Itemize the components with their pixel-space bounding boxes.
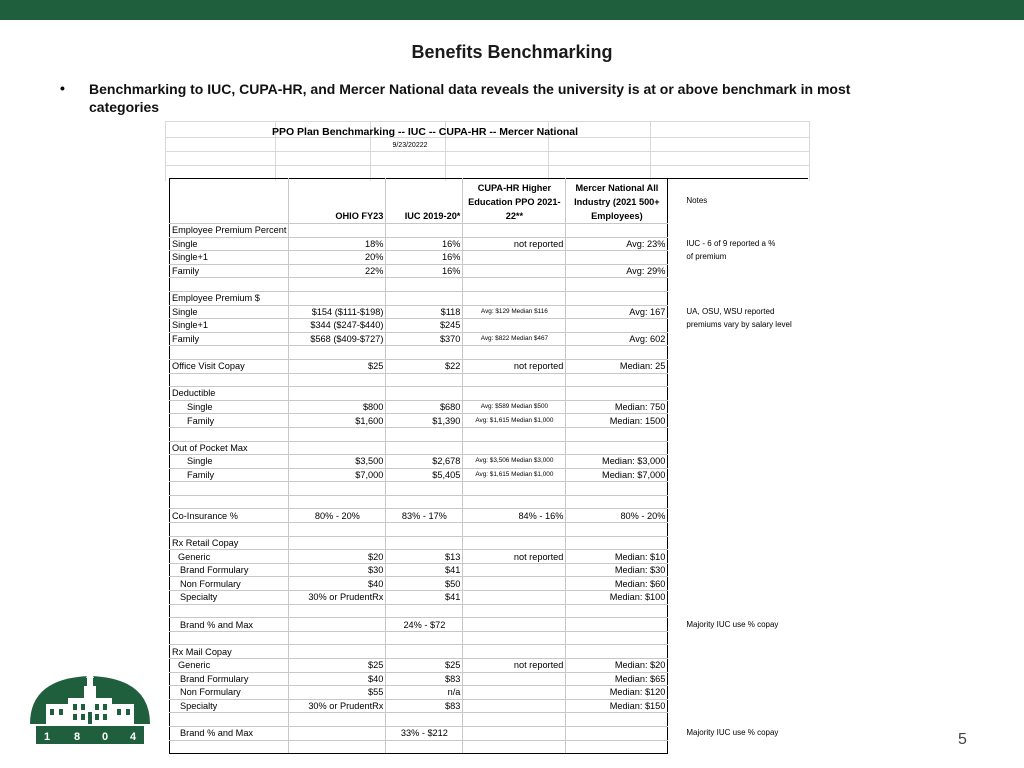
cell-iuc [386, 523, 463, 537]
cell-mercer: Median: $20 [566, 659, 668, 673]
bullet-symbol: • [60, 80, 65, 96]
cell-notes [668, 563, 808, 577]
cell-cupa [463, 373, 566, 387]
slide-title: Benefits Benchmarking [411, 42, 613, 62]
table-row [170, 523, 808, 537]
cell-category: Single+1 [170, 251, 289, 265]
cell-ohio [289, 618, 386, 632]
cell-category [170, 604, 289, 618]
table-row [170, 740, 808, 754]
cell-category: Single [170, 400, 289, 414]
cell-cupa [463, 536, 566, 550]
cell-category: Rx Mail Copay [170, 645, 289, 659]
cell-notes [668, 455, 808, 469]
cell-ohio: $20 [289, 550, 386, 564]
cell-category: Specialty [170, 699, 289, 713]
cell-category: Single [170, 237, 289, 251]
header-mercer: Mercer National All Industry (2021 500+ Employees) [566, 179, 668, 224]
cell-cupa [463, 319, 566, 333]
cell-notes [668, 291, 808, 305]
cell-category: Generic [170, 550, 289, 564]
cell-cupa [463, 686, 566, 700]
cell-mercer [566, 319, 668, 333]
table-row [170, 346, 808, 360]
cell-mercer: 80% - 20% [566, 509, 668, 523]
cell-mercer [566, 604, 668, 618]
cell-notes [668, 509, 808, 523]
cell-cupa [463, 441, 566, 455]
table-row [170, 264, 808, 278]
cell-mercer [566, 427, 668, 441]
cell-ohio: $25 [289, 659, 386, 673]
cell-cupa: 84% - 16% [463, 509, 566, 523]
cell-notes [668, 346, 808, 360]
cell-ohio: $40 [289, 577, 386, 591]
cell-iuc [386, 645, 463, 659]
cell-cupa [463, 699, 566, 713]
table-row [170, 359, 808, 373]
cell-category: Out of Pocket Max [170, 441, 289, 455]
cell-ohio [289, 523, 386, 537]
cell-mercer [566, 523, 668, 537]
cell-cupa [463, 631, 566, 645]
cell-notes [668, 224, 808, 238]
table-row [170, 509, 808, 523]
cell-category: Employee Premium Percent [170, 224, 289, 238]
bullet-text: Benchmarking to IUC, CUPA-HR, and Mercer National data reveals the university is at or above benchmark in most categories [89, 81, 851, 115]
cell-mercer: Avg: 23% [566, 237, 668, 251]
cell-ohio [289, 645, 386, 659]
top-accent-bar [0, 0, 1024, 20]
cell-mercer [566, 346, 668, 360]
cell-cupa [463, 387, 566, 401]
cell-category: Brand Formulary [170, 563, 289, 577]
cell-ohio: 18% [289, 237, 386, 251]
cell-ohio: $568 ($409-$727) [289, 332, 386, 346]
cell-ohio: $1,600 [289, 414, 386, 428]
table-row [170, 536, 808, 550]
table-row [170, 319, 808, 333]
cell-mercer: Median: $30 [566, 563, 668, 577]
table-row [170, 550, 808, 564]
cell-notes [668, 536, 808, 550]
cell-ohio: $154 ($111-$198) [289, 305, 386, 319]
cell-category [170, 713, 289, 727]
cell-ohio [289, 224, 386, 238]
cell-category: Family [170, 264, 289, 278]
cell-cupa: Avg: $129 Median $116 [463, 305, 566, 319]
cell-mercer [566, 482, 668, 496]
cell-iuc: $41 [386, 591, 463, 605]
cell-notes [668, 373, 808, 387]
cell-iuc [386, 713, 463, 727]
cell-category: Family [170, 468, 289, 482]
spreadsheet-image [165, 121, 810, 768]
cell-mercer [566, 495, 668, 509]
cell-notes [668, 482, 808, 496]
cell-category [170, 495, 289, 509]
logo-year-digit-1: 1 [44, 731, 51, 743]
cell-iuc: $83 [386, 699, 463, 713]
cell-ohio [289, 373, 386, 387]
university-logo [28, 668, 152, 746]
cell-notes [668, 591, 808, 605]
cell-mercer [566, 373, 668, 387]
cell-cupa [463, 563, 566, 577]
cell-iuc: 24% - $72 [386, 618, 463, 632]
cell-category [170, 373, 289, 387]
cell-iuc: $1,390 [386, 414, 463, 428]
table-row [170, 495, 808, 509]
header-cupa: CUPA-HR Higher Education PPO 2021-22** [463, 179, 566, 224]
table-row [170, 726, 808, 740]
cell-mercer [566, 224, 668, 238]
cell-ohio: $25 [289, 359, 386, 373]
cell-cupa: not reported [463, 659, 566, 673]
table-row [170, 631, 808, 645]
cell-cupa [463, 495, 566, 509]
cell-notes: premiums vary by salary level [668, 319, 808, 333]
cell-cupa [463, 618, 566, 632]
cell-ohio: $7,000 [289, 468, 386, 482]
cell-notes: Majority IUC use % copay [668, 726, 808, 740]
header-ohio: OHIO FY23 [289, 179, 386, 224]
logo-year-digit-2: 8 [74, 731, 81, 743]
cell-category [170, 482, 289, 496]
cell-iuc [386, 291, 463, 305]
cell-mercer: Avg: 167 [566, 305, 668, 319]
cell-iuc: $25 [386, 659, 463, 673]
table-row [170, 291, 808, 305]
cell-ohio [289, 536, 386, 550]
table-row [170, 400, 808, 414]
cell-ohio [289, 346, 386, 360]
cell-ohio [289, 713, 386, 727]
table-row [170, 373, 808, 387]
cell-notes [668, 672, 808, 686]
cell-iuc [386, 278, 463, 292]
cell-category: Family [170, 414, 289, 428]
cell-cupa: Avg: $3,506 Median $3,000 [463, 455, 566, 469]
cell-category [170, 278, 289, 292]
cell-ohio [289, 726, 386, 740]
cell-ohio [289, 278, 386, 292]
cell-mercer: Median: $3,000 [566, 455, 668, 469]
cell-iuc: 33% - $212 [386, 726, 463, 740]
table-row [170, 577, 808, 591]
table-row [170, 699, 808, 713]
cell-notes [668, 427, 808, 441]
cell-category [170, 427, 289, 441]
cell-mercer [566, 740, 668, 754]
cell-category: Brand % and Max [170, 726, 289, 740]
cell-cupa [463, 591, 566, 605]
cell-category: Office Visit Copay [170, 359, 289, 373]
cell-cupa [463, 291, 566, 305]
cell-category: Generic [170, 659, 289, 673]
cell-mercer: Avg: 602 [566, 332, 668, 346]
cell-iuc [386, 482, 463, 496]
cell-category: Family [170, 332, 289, 346]
cell-category: Employee Premium $ [170, 291, 289, 305]
cell-cupa [463, 672, 566, 686]
page-number: 5 [958, 731, 967, 748]
cell-ohio [289, 291, 386, 305]
cell-notes [668, 495, 808, 509]
cell-notes [668, 468, 808, 482]
cell-notes [668, 645, 808, 659]
cell-mercer [566, 618, 668, 632]
cell-iuc: n/a [386, 686, 463, 700]
cell-mercer: Median: $150 [566, 699, 668, 713]
cell-cupa: not reported [463, 359, 566, 373]
table-row [170, 455, 808, 469]
table-row [170, 563, 808, 577]
cell-iuc [386, 604, 463, 618]
cell-mercer: Median: $65 [566, 672, 668, 686]
cell-mercer: Avg: 29% [566, 264, 668, 278]
cell-mercer: Median: 25 [566, 359, 668, 373]
cell-cupa [463, 726, 566, 740]
cell-ohio: 22% [289, 264, 386, 278]
cell-iuc: $5,405 [386, 468, 463, 482]
cell-ohio [289, 441, 386, 455]
cell-category [170, 523, 289, 537]
cell-iuc [386, 427, 463, 441]
cell-cupa: Avg: $822 Median $467 [463, 332, 566, 346]
cell-mercer: Median: $7,000 [566, 468, 668, 482]
cell-iuc: 16% [386, 251, 463, 265]
cell-ohio: $3,500 [289, 455, 386, 469]
table-row [170, 251, 808, 265]
cell-mercer [566, 536, 668, 550]
cell-mercer: Median: $100 [566, 591, 668, 605]
header-notes: Notes [668, 179, 808, 224]
cell-notes [668, 332, 808, 346]
table-row [170, 713, 808, 727]
header-iuc: IUC 2019-20* [386, 179, 463, 224]
cell-iuc: $370 [386, 332, 463, 346]
cell-mercer: Median: 750 [566, 400, 668, 414]
cell-category [170, 631, 289, 645]
cell-notes [668, 604, 808, 618]
cell-ohio [289, 387, 386, 401]
table-row [170, 591, 808, 605]
table-header-row [170, 179, 808, 224]
cell-iuc [386, 346, 463, 360]
cell-cupa [463, 427, 566, 441]
cell-cupa [463, 740, 566, 754]
cell-mercer: Median: $120 [566, 686, 668, 700]
table-row [170, 645, 808, 659]
cell-cupa [463, 346, 566, 360]
sheet-date: 9/23/20222 [392, 142, 428, 149]
cell-cupa [463, 224, 566, 238]
logo-year-digit-3: 0 [102, 731, 109, 743]
cell-notes [668, 740, 808, 754]
sheet-title: PPO Plan Benchmarking -- IUC -- CUPA-HR -- Mercer National [271, 126, 579, 138]
table-row [170, 305, 808, 319]
cell-notes [668, 359, 808, 373]
cell-category [170, 346, 289, 360]
cell-category: Single [170, 305, 289, 319]
table-row [170, 604, 808, 618]
cell-cupa [463, 604, 566, 618]
table-row [170, 441, 808, 455]
cell-notes [668, 550, 808, 564]
cell-mercer [566, 441, 668, 455]
cell-ohio: $344 ($247-$440) [289, 319, 386, 333]
table-row [170, 414, 808, 428]
cell-mercer [566, 278, 668, 292]
cell-iuc [386, 441, 463, 455]
cell-iuc: $13 [386, 550, 463, 564]
cell-notes [668, 278, 808, 292]
cell-iuc [386, 495, 463, 509]
cell-cupa [463, 278, 566, 292]
cell-category: Single [170, 455, 289, 469]
table-row [170, 618, 808, 632]
table-row [170, 237, 808, 251]
cell-iuc: 83% - 17% [386, 509, 463, 523]
cell-mercer: Median: 1500 [566, 414, 668, 428]
cell-category: Single+1 [170, 319, 289, 333]
cell-notes [668, 577, 808, 591]
cell-ohio [289, 482, 386, 496]
table-row [170, 672, 808, 686]
cell-cupa [463, 482, 566, 496]
cell-notes [668, 523, 808, 537]
cell-mercer [566, 631, 668, 645]
table-row [170, 387, 808, 401]
cell-iuc [386, 536, 463, 550]
cell-cupa [463, 713, 566, 727]
cell-mercer [566, 291, 668, 305]
cell-notes: of premium [668, 251, 808, 265]
cell-cupa [463, 577, 566, 591]
table-row [170, 278, 808, 292]
cell-ohio: $800 [289, 400, 386, 414]
cell-cupa [463, 645, 566, 659]
cell-ohio: 30% or PrudentRx [289, 591, 386, 605]
cell-notes [668, 659, 808, 673]
cell-mercer [566, 726, 668, 740]
cell-ohio: 20% [289, 251, 386, 265]
table-row [170, 224, 808, 238]
cell-ohio [289, 495, 386, 509]
table-row [170, 332, 808, 346]
benchmark-table [169, 178, 808, 754]
cell-cupa: not reported [463, 550, 566, 564]
cell-ohio: $40 [289, 672, 386, 686]
cell-iuc [386, 631, 463, 645]
cell-notes [668, 441, 808, 455]
cell-iuc: $41 [386, 563, 463, 577]
cell-notes [668, 264, 808, 278]
cell-notes [668, 713, 808, 727]
cell-iuc: $680 [386, 400, 463, 414]
cell-mercer [566, 387, 668, 401]
cell-category [170, 740, 289, 754]
cell-notes [668, 414, 808, 428]
cell-cupa [463, 523, 566, 537]
cell-iuc [386, 740, 463, 754]
cell-notes [668, 631, 808, 645]
cell-ohio: 30% or PrudentRx [289, 699, 386, 713]
cell-category: Specialty [170, 591, 289, 605]
table-row [170, 482, 808, 496]
header-category [170, 179, 289, 224]
cell-mercer: Median: $10 [566, 550, 668, 564]
cell-iuc: $118 [386, 305, 463, 319]
cell-mercer [566, 645, 668, 659]
cell-ohio: $55 [289, 686, 386, 700]
cell-cupa: Avg: $1,615 Median $1,000 [463, 468, 566, 482]
cell-category: Rx Retail Copay [170, 536, 289, 550]
cell-ohio [289, 604, 386, 618]
cell-mercer: Median: $60 [566, 577, 668, 591]
cell-cupa: not reported [463, 237, 566, 251]
cell-cupa [463, 264, 566, 278]
cell-iuc: $83 [386, 672, 463, 686]
cell-iuc [386, 373, 463, 387]
cell-ohio [289, 740, 386, 754]
cell-notes: UA, OSU, WSU reported [668, 305, 808, 319]
cell-notes [668, 387, 808, 401]
table-row [170, 468, 808, 482]
table-row [170, 686, 808, 700]
cell-category: Non Formulary [170, 577, 289, 591]
table-row [170, 427, 808, 441]
cell-ohio [289, 631, 386, 645]
cell-notes: Majority IUC use % copay [668, 618, 808, 632]
cell-iuc [386, 387, 463, 401]
cell-cupa [463, 251, 566, 265]
cell-cupa: Avg: $1,615 Median $1,000 [463, 414, 566, 428]
table-row [170, 659, 808, 673]
cell-category: Non Formulary [170, 686, 289, 700]
cell-mercer [566, 713, 668, 727]
cell-mercer [566, 251, 668, 265]
cell-notes: IUC - 6 of 9 reported a % [668, 237, 808, 251]
cell-ohio: $30 [289, 563, 386, 577]
cell-category: Deductible [170, 387, 289, 401]
cell-iuc: $50 [386, 577, 463, 591]
cell-notes [668, 400, 808, 414]
cell-iuc: $2,678 [386, 455, 463, 469]
cell-notes [668, 686, 808, 700]
cell-category: Co-Insurance % [170, 509, 289, 523]
cell-iuc: 16% [386, 264, 463, 278]
cell-iuc: 16% [386, 237, 463, 251]
cell-category: Brand Formulary [170, 672, 289, 686]
cell-cupa: Avg: $589 Median $500 [463, 400, 566, 414]
cell-ohio [289, 427, 386, 441]
cell-iuc [386, 224, 463, 238]
cell-iuc: $245 [386, 319, 463, 333]
cell-iuc: $22 [386, 359, 463, 373]
cell-category: Brand % and Max [170, 618, 289, 632]
logo-year-digit-4: 4 [130, 731, 137, 743]
cell-ohio: 80% - 20% [289, 509, 386, 523]
cell-notes [668, 699, 808, 713]
